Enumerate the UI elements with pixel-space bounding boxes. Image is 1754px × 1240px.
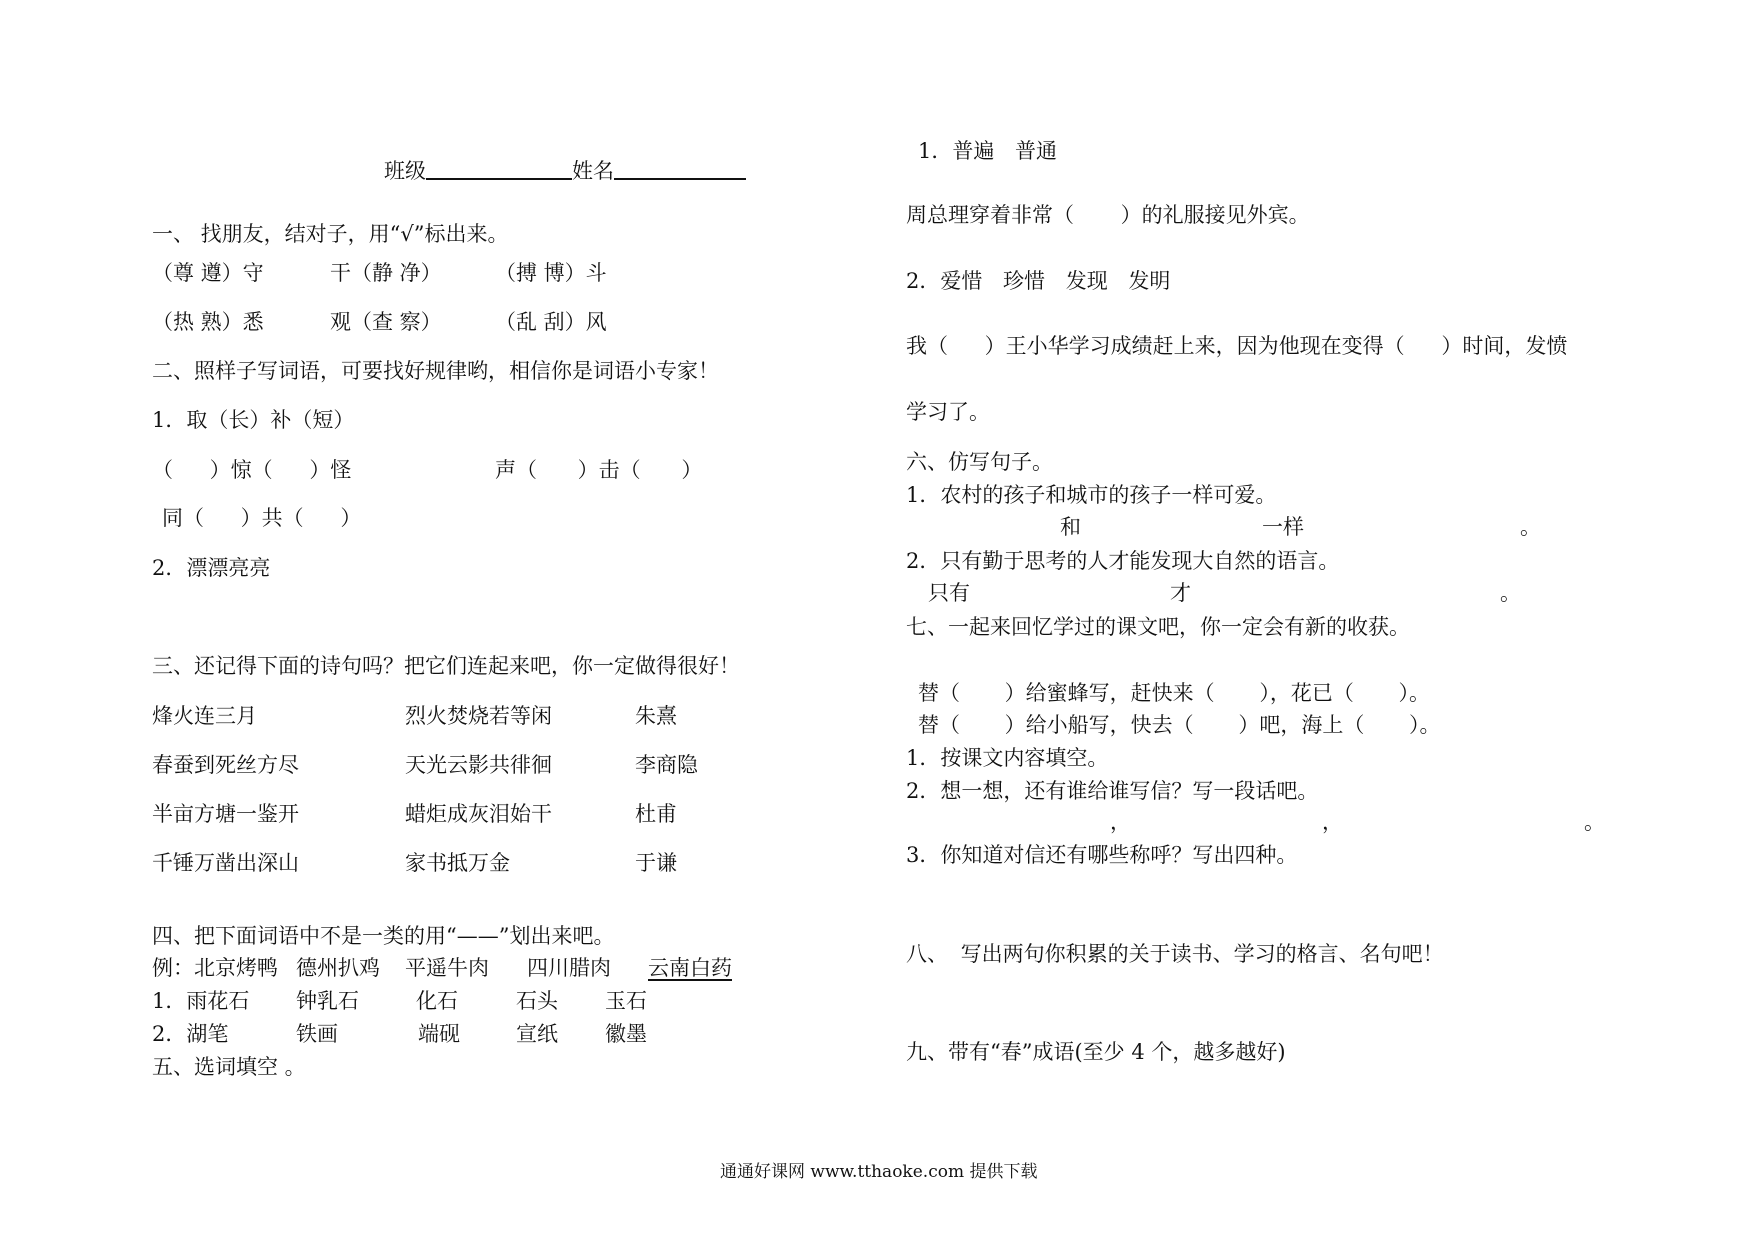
s6-fill-end-2: 。 [1500, 581, 1521, 605]
s7-question-2: 2．想一想，还有谁给谁写信？写一段话吧。 [906, 779, 1319, 803]
poem-line: 家书抵万金 [405, 851, 510, 875]
s2-fill-2: 同（ ）共（ ） [162, 506, 362, 530]
poem-line: 春蚕到死丝方尽 [152, 753, 299, 777]
name-label: 姓名 [572, 158, 746, 182]
s1-item: 干（静 净） [330, 261, 442, 285]
s4-word: 石头 [516, 989, 558, 1013]
s4-word: 德州扒鸡 [296, 956, 380, 980]
class-label: 班级 [384, 158, 572, 182]
section-9-title: 九、带有“春”成语(至少 4 个，越多越好) [906, 1040, 1286, 1064]
poem-line: 烽火连三月 [152, 704, 257, 728]
s1-item: （搏 博）斗 [495, 261, 607, 285]
section-5-title: 五、选词填空 。 [152, 1055, 306, 1079]
s4-word: 例：北京烤鸭 [152, 956, 278, 980]
s5-sentence-2-cont: 学习了。 [906, 400, 990, 424]
s4-word: 端砚 [418, 1022, 460, 1046]
s7-line-1: 替（ ）给蜜蜂写，赶快来（ ），花已（ ）。 [918, 681, 1431, 705]
s5-sentence-2: 我（ ）王小华学习成绩赶上来，因为他现在变得（ ）时间，发愤 [906, 334, 1568, 358]
s2-fill-1b: 声（ ）击（ ） [495, 458, 703, 482]
s6-fill-yiyang: 一样 [1262, 515, 1304, 539]
s4-word: 平遥牛肉 [405, 956, 489, 980]
s5-words-2: 2．爱惜 珍惜 发现 发明 [906, 269, 1171, 293]
s4-word: 1．雨花石 [152, 989, 250, 1013]
s2-question-1: 1．取（长）补（短） [152, 408, 355, 432]
s7-comma-2: ， [1322, 810, 1343, 834]
s4-word: 铁画 [296, 1022, 338, 1046]
poet-name: 于谦 [635, 851, 677, 875]
s1-item: （乱 刮）风 [495, 310, 607, 334]
s4-word: 四川腊肉 [527, 956, 611, 980]
s4-word: 玉石 [605, 989, 647, 1013]
s2-fill-1a: （ ）惊（ ）怪 [152, 458, 352, 482]
s1-item: （尊 遵）守 [152, 261, 264, 285]
poem-line: 天光云影共徘徊 [405, 753, 552, 777]
poet-name: 杜甫 [635, 802, 677, 826]
section-6-title: 六、仿写句子。 [906, 450, 1053, 474]
s6-fill-zhiyou: 只有 [928, 581, 970, 605]
poem-line: 半亩方塘一鉴开 [152, 802, 299, 826]
s6-question-2: 2．只有勤于思考的人才能发现大自然的语言。 [906, 549, 1340, 573]
poem-line: 千锤万凿出深山 [152, 851, 299, 875]
s5-sentence-1: 周总理穿着非常（ ）的礼服接见外宾。 [906, 203, 1310, 227]
section-2-title: 二、照样子写词语，可要找好规律哟，相信你是词语小专家！ [152, 359, 719, 383]
s6-question-1: 1．农村的孩子和城市的孩子一样可爱。 [906, 483, 1277, 507]
s6-fill-end: 。 [1520, 515, 1541, 539]
s7-question-3: 3．你知道对信还有哪些称呼？写出四种。 [906, 843, 1298, 867]
s4-word: 化石 [416, 989, 458, 1013]
section-4-title: 四、把下面词语中不是一类的用“——”划出来吧。 [152, 924, 615, 948]
s5-words-1: 1．普遍 普通 [918, 139, 1058, 163]
section-1-title: 一、 找朋友，结对子，用“√”标出来。 [152, 222, 509, 246]
s6-fill-he: 和 [1060, 515, 1081, 539]
poet-name: 朱熹 [635, 704, 677, 728]
s4-word: 钟乳石 [296, 989, 359, 1013]
section-3-title: 三、还记得下面的诗句吗？把它们连起来吧，你一定做得很好！ [152, 654, 740, 678]
s4-word: 2．湖笔 [152, 1022, 229, 1046]
poem-line: 烈火焚烧若等闲 [405, 704, 552, 728]
s7-period: 。 [1584, 810, 1605, 834]
footer-text: 通通好课网 www.tthaoke.com 提供下载 [720, 1162, 1038, 1182]
poem-line: 蜡炬成灰泪始干 [405, 802, 552, 826]
name-field[interactable] [614, 158, 746, 180]
s6-fill-cai: 才 [1170, 581, 1191, 605]
section-7-title: 七、一起来回忆学过的课文吧，你一定会有新的收获。 [906, 615, 1410, 639]
s4-word-underlined: 云南白药 [648, 956, 732, 980]
section-8-title: 八、 写出两句你积累的关于读书、学习的格言、名句吧！ [906, 942, 1444, 966]
s1-item: 观（查 察） [330, 310, 442, 334]
class-field[interactable] [426, 158, 572, 180]
poet-name: 李商隐 [635, 753, 698, 777]
s7-question-1: 1．按课文内容填空。 [906, 746, 1109, 770]
s1-item: （热 熟）悉 [152, 310, 264, 334]
s4-word: 徽墨 [605, 1022, 647, 1046]
s7-comma-1: ， [1110, 810, 1131, 834]
s2-question-2: 2．漂漂亮亮 [152, 556, 271, 580]
s4-word: 宣纸 [516, 1022, 558, 1046]
s7-line-2: 替（ ）给小船写，快去（ ）吧，海上（ ）。 [918, 713, 1441, 737]
